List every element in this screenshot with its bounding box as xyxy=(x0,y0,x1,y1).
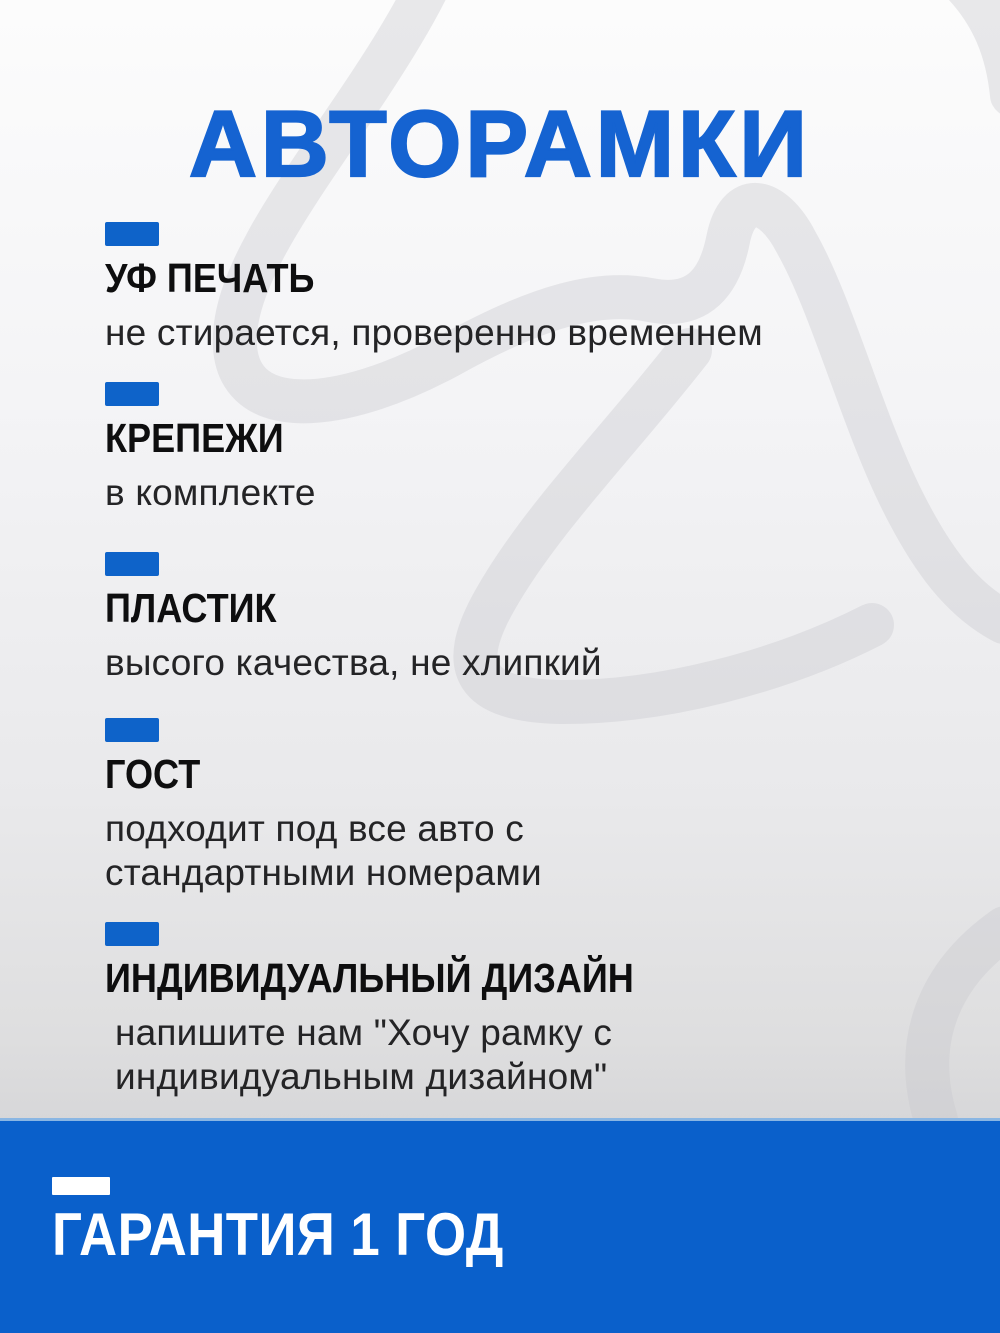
accent-bar xyxy=(105,222,159,246)
feature-description-line: высого качества, не хлипкий xyxy=(105,642,602,683)
feature-heading: ПЛАСТИК xyxy=(105,585,277,631)
feature-description xyxy=(115,1011,612,1099)
feature-heading: ИНДИВИДУАЛЬНЫЙ ДИЗАЙН xyxy=(105,955,634,1001)
accent-bar xyxy=(105,382,159,406)
banner-accent-bar xyxy=(52,1177,110,1195)
feature-heading: КРЕПЕЖИ xyxy=(105,415,284,461)
feature-description-line: стандартными номерами xyxy=(105,852,542,893)
feature-description-line: не стирается, проверенно временнем xyxy=(105,312,763,353)
accent-bar xyxy=(105,718,159,742)
feature-heading: УФ ПЕЧАТЬ xyxy=(105,255,315,301)
feature-description-line: напишите нам "Хочу рамку с xyxy=(115,1012,613,1053)
page-title: АВТОРАМКИ xyxy=(189,91,811,196)
feature-description-line: индивидуальным дизайном" xyxy=(115,1056,608,1097)
guarantee-banner xyxy=(0,1118,1000,1333)
feature-description-line: подходит под все авто с xyxy=(105,808,524,849)
feature-description-line: в комплекте xyxy=(105,472,316,513)
accent-bar xyxy=(105,922,159,946)
accent-bar xyxy=(105,552,159,576)
feature-description xyxy=(105,311,763,355)
feature-heading: ГОСТ xyxy=(105,751,201,797)
feature-description xyxy=(105,471,316,515)
guarantee-text: ГАРАНТИЯ 1 ГОД xyxy=(52,1201,504,1268)
feature-description xyxy=(105,807,542,895)
feature-description xyxy=(105,641,602,685)
